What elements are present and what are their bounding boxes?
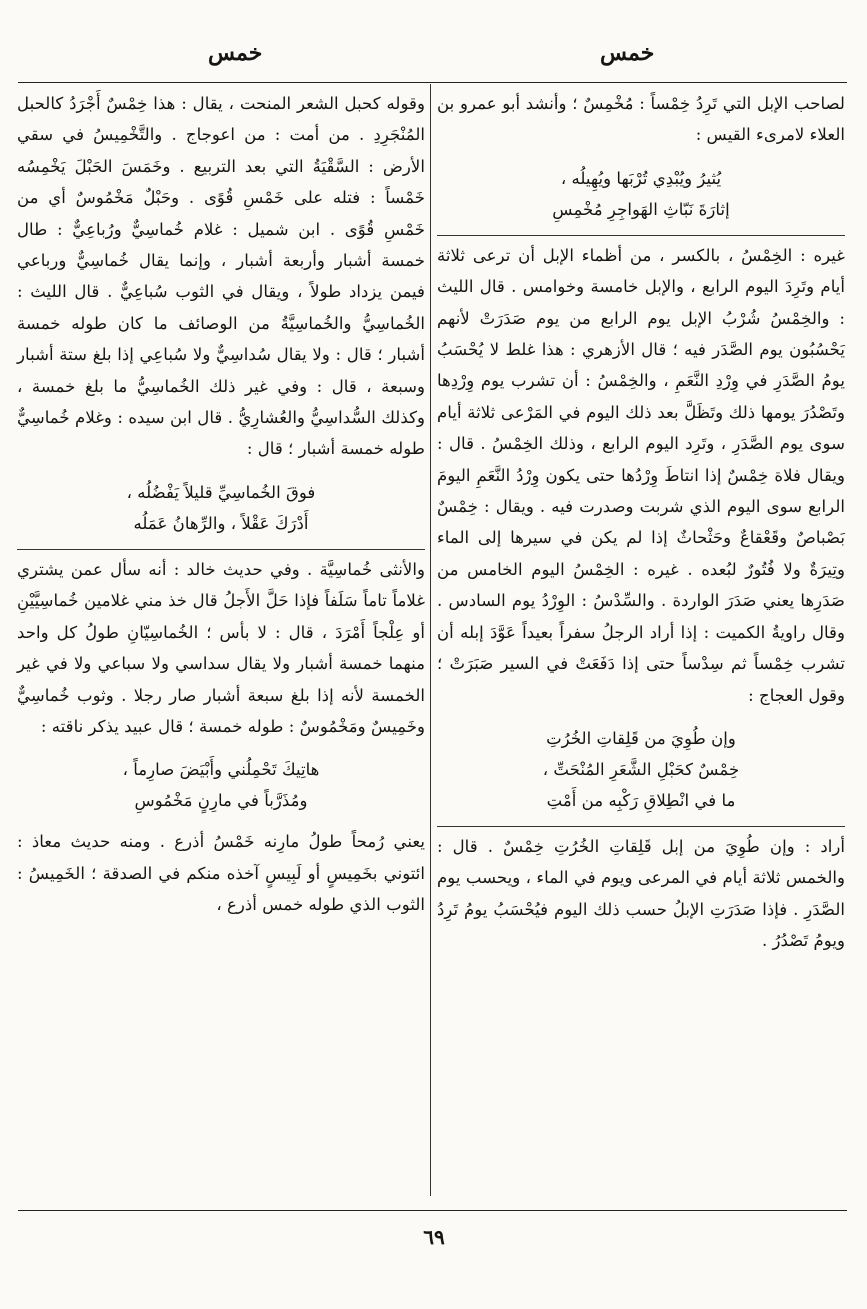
column-divider: [430, 84, 431, 1196]
verse: [17, 754, 425, 816]
paragraph: وقوله كحبل الشعر المنحت ، يقال : هذا خِمْسٌ أَجْرَدُ كالحبل المُنْجَرِدِ . من أمت : من اعوجاج . والتَّخْمِيسُ في سقي الأرض : السَّقْيَةُ التي بعد التربيع . وخَمَسَ الحَبْلَ يَخْمِسُه خَمْساً : فتله على خَمْسِ قُوًى . وحَبْلٌ مَخْمُوسٌ أي من خَمْسِ قُوًى . ابن شميل : غلام خُماسِيٌّ ورُباعِيٌّ : طال خمسة أشبار وأربعة أشبار ، وإنما يقال خُماسِيٌّ ورباعي فيمن يزداد طولاً ، ويقال في الثوب سُباعِيٌّ . قال الليث : الخُماسِيُّ والخُماسِيَّةُ من الوصائف ما كان طوله خمسة أشبار ؛ قال : ولا يقال سُداسِيٌّ ولا سُباعِي إذا بلغ ستة أشبار وسبعة ، قال : وفي غير ذلك الخُماسِيُّ ما بلغ خمسة ، وكذلك السُّداسِيُّ والعُشارِيُّ . قال ابن سيده : وغلام خُماسِيٌّ طوله خمسة أشبار ؛ قال :: [17, 94, 425, 459]
page-header: [0, 40, 867, 80]
verse-line: أَدْرَكَ عَقْلاً ، والرِّهانُ عَمَلُه: [133, 513, 309, 533]
paragraph: لصاحب الإبل التي تَرِدُ خِمْساً : مُخْمِسٌ ؛ وأنشد أبو عمرو بن العلاء لامرىء القيس :: [437, 94, 845, 145]
footer-rule: [18, 1210, 847, 1211]
paragraph: أراد : وإن طُوِيَ من إبل قَلِقاتِ الخُرُتِ خِمْسٌ . قال : والخمس ثلاثة أيام في المرعى ويوم في الماء ، ويحسب يوم الصَّدَرِ . فإذا صَدَرَتِ الإبلُ حسب ذلك اليوم فيُحْسَبُ يومُ تَرِدُ ويومُ تَصْدُرُ .: [437, 836, 845, 951]
verse-line: خِمْسٌ كحَبْلِ الشَّعَرِ المُنْحَتِّ ،: [542, 759, 740, 779]
verse-line: ومُذَرَّباً في مارِنٍ مَخْمُوسِ: [134, 791, 308, 811]
headword-left: خمس: [208, 40, 263, 66]
right-column: [437, 88, 845, 957]
section-divider: [437, 826, 845, 827]
verse-line: فوقَ الخُماسِيِّ قليلاً يَفْضُلُه ،: [126, 482, 316, 502]
verse: [437, 723, 845, 816]
paragraph: والأنثى خُماسِيَّة . وفي حديث خالد : أنه سأل عمن يشتري غلاماً تاماً سَلَفاً فإذا حَلَّ الأَجلُ قال خذ مني غلامين خُماسِيَّيْنِ أو عِلْجاً أَمْرَدَ ، قال : لا بأس ؛ الخُماسِيّانِ طولُ كل واحد منهما خمسة أشبار ولا يقال سداسي ولا سباعي ولا في غير الخمسة لأنه إذا بلغ سبعة أشبار صار رجلا . وثوب خُماسِيٌّ وخَمِيسٌ ومَخْمُوسٌ : طوله خمسة ؛ قال عبيد يذكر ناقته :: [17, 559, 425, 736]
page-number: ٦٩: [423, 1225, 445, 1249]
verse-line: ما في انْطِلاقِ رَكْبِه من أَمْتِ: [546, 790, 736, 810]
verse-line: يُثيرُ ويُبْدِي تُرْبَها ويُهِيلُه ،: [560, 168, 722, 188]
section-divider: [437, 235, 845, 236]
paragraph: يعني رُمحاً طولُ مارِنه خَمْسُ أذرع . ومنه حديث معاذ : ائتوني بخَمِيسٍ أو لَبِيسٍ آخذه منكم في الصدقة ؛ الخَمِيسُ : الثوب الذي طوله خمس أذرع ،: [17, 832, 425, 915]
verse: [437, 163, 845, 225]
left-column: [17, 88, 425, 921]
verse: [17, 477, 425, 539]
verse-line: هاتِيكَ تَحْمِلُني وأَبْيَضَ صارِماً ،: [122, 760, 320, 780]
verse-line: وإن طُوِيَ من قَلِقاتِ الخُرُتِ: [546, 728, 736, 748]
paragraph: غيره : الخِمْسُ ، بالكسر ، من أظماء الإبل أن ترعى ثلاثة أيام وتَرِدَ اليوم الرابع ، والإبل خامسة وخوامس . قال الليث : والخِمْسُ شُرْبُ الإبل يوم الرابع من يوم صَدَرَتْ لأنهم يَحْسُبُون يوم الصَّدَر فيه ؛ قال الأزهري : هذا غلط لا يُحْسَبُ يومُ الصَّدَرِ في وِرْدِ النَّعَمِ ، والخِمْسُ : أن تشرب يوم وِرْدِها وتَصْدُرَ يومها ذلك وتَظَلَّ بعد ذلك اليوم في المَرْعى ثلاثة أيام سوى يوم الصَّدَرِ ، وتَرِد اليوم الرابع ، وذلك الخِمْسُ . قال : ويقال فلاة خِمْسٌ إذا انتاطَ وِرْدُها حتى يكون وِرْدُ النَّعَمِ اليومَ الرابع سوى اليوم الذي شربت وصدرت فيه . ويقال : خِمْسٌ بَصْباصٌ وقَعْقاعٌ وحَثْحاثٌ إذا لم يكن في سيرها إلى الماء وتِيرَةٌ ولا فُتُورٌ لبُعده . غيره : الخِمْسُ اليوم الخامس من صَدَرِها يعني صَدَرَ الواردة . والسِّدْسُ : الوِرْدُ يوم السادس . وقال راويةُ الكميت : إذا أراد الرجلُ سفراً بعيداً عَوَّدَ إبله أن تشرب خِمْساً ثم سِدْساً حتى إذا دَفَعَتْ في السير صَبَرَتْ ؛ وقول العجاج :: [437, 245, 845, 705]
header-rule: [18, 82, 847, 83]
headword-right: خمس: [600, 40, 655, 66]
section-divider: [17, 549, 425, 550]
verse-line: إثارَةَ نَبّاثِ الهَواجِرِ مُخْمِسِ: [552, 199, 730, 219]
